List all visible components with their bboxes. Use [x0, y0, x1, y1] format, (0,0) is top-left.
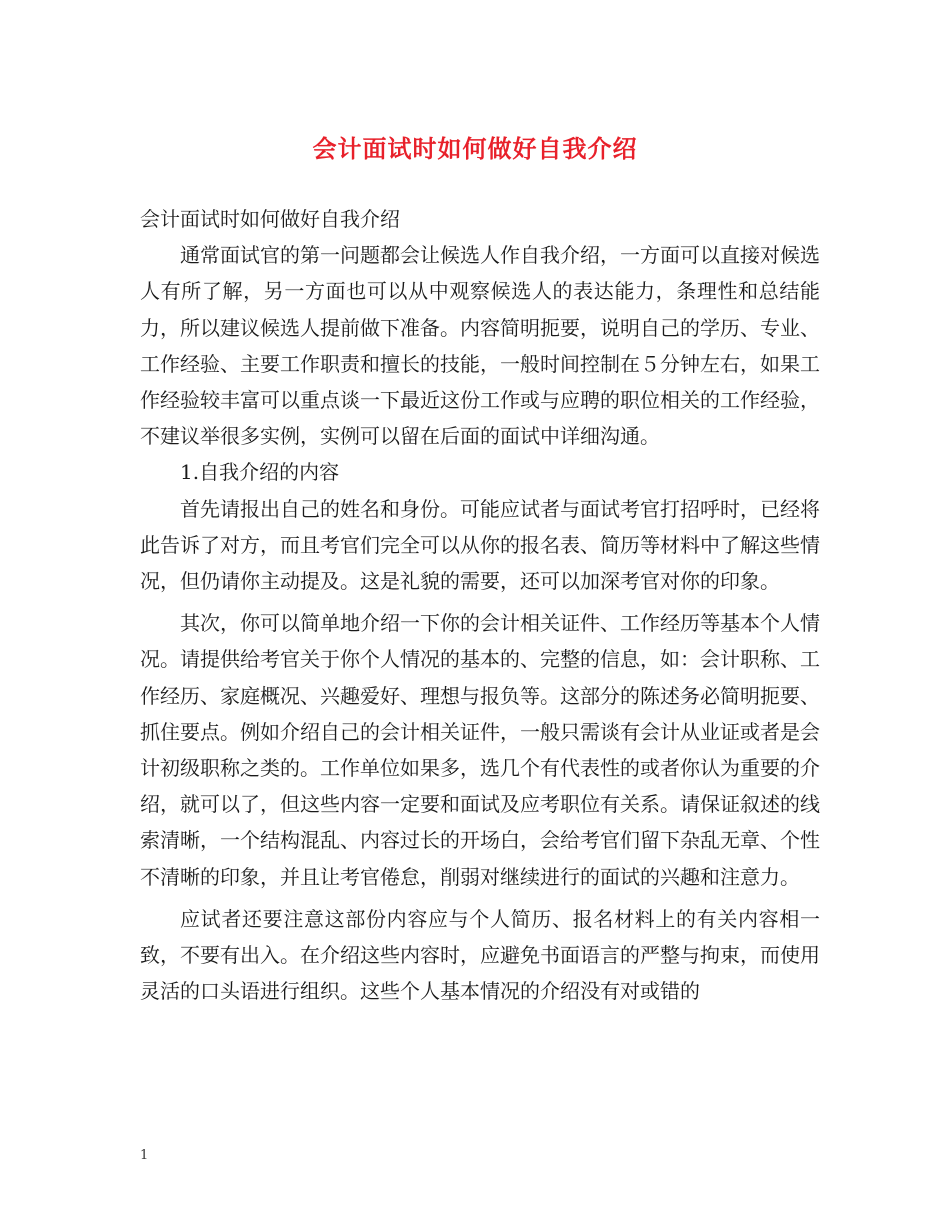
page-number: 1	[140, 1148, 149, 1163]
paragraph-consistency: 应试者还要注意这部份内容应与个人简历、报名材料上的有关内容相一致，不要有出入。在介绍这些内容时，应避免书面语言的严整与拘束，而使用灵活的口头语进行组织。这些个人基本情况的介绍没有对或错的	[140, 906, 820, 1004]
paragraph-name-identity: 首先请报出自己的姓名和身份。可能应试者与面试考官打招呼时，已经将此告诉了对方，而且考官们完全可以从你的报名表、简历等材料中了解这些情况，但仍请你主动提及。这是礼貌的需要，还可以加深考官对你的印象。	[140, 496, 820, 594]
paragraph-intro: 通常面试官的第一问题都会让候选人作自我介绍，一方面可以直接对候选人有所了解，另一方面也可以从中观察候选人的表达能力，条理性和总结能力，所以建议候选人提前做下准备。内容简明扼要，说明自己的学历、专业、工作经验、主要工作职责和擅长的技能，一般时间控制在５分钟左右，如果工作经验较丰富可以重点谈一下最近这份工作或与应聘的职位相关的工作经验，不建议举很多实例，实例可以留在后面的面试中详细沟通。	[140, 243, 820, 449]
paragraph-personal-info: 其次，你可以简单地介绍一下你的会计相关证件、工作经历等基本个人情况。请提供给考官关于你个人情况的基本的、完整的信息，如：会计职称、工作经历、家庭概况、兴趣爱好、理想与报负等。这部分的陈述务必简明扼要、抓住要点。例如介绍自己的会计相关证件，一般只需谈有会计从业证或者是会计初级职称之类的。工作单位如果多，选几个有代表性的或者你认为重要的介绍，就可以了，但这些内容一定要和面试及应考职位有关系。请保证叙述的线索清晰，一个结构混乱、内容过长的开场白，会给考官们留下杂乱无章、个性不清晰的印象，并且让考官倦怠，削弱对继续进行的面试的兴趣和注意力。	[140, 611, 820, 889]
document-body	[140, 201, 820, 1009]
document-subtitle: 会计面试时如何做好自我介绍	[140, 207, 400, 231]
document-title: 会计面试时如何做好自我介绍	[312, 134, 638, 163]
section-heading: 1.自我介绍的内容	[180, 460, 340, 485]
